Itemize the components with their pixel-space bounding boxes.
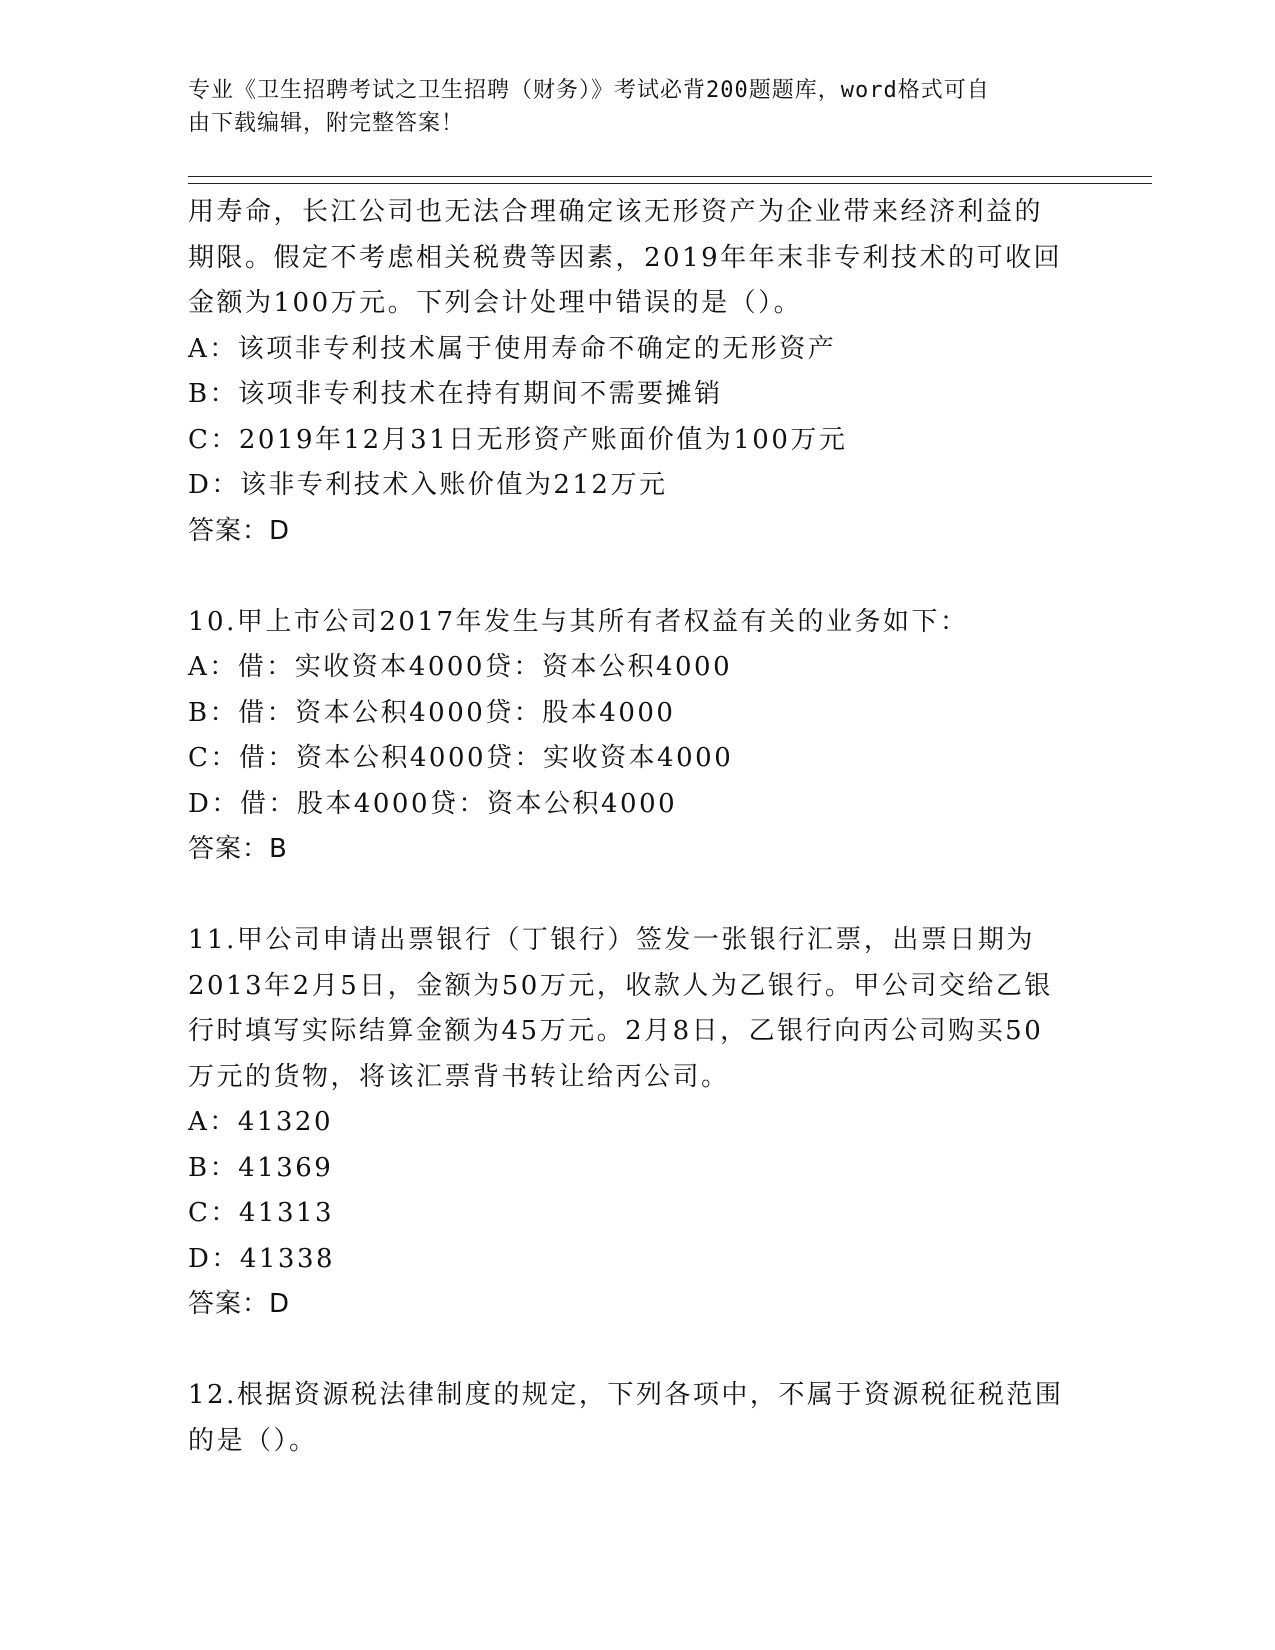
question-fragment [188, 190, 1088, 554]
question-11 [188, 918, 1088, 1328]
option-c: C：借：资本公积4000贷：实收资本4000 [188, 743, 734, 773]
header-line-1: 专业《卫生招聘考试之卫生招聘（财务）》考试必背200题题库，word格式可自 [188, 78, 990, 103]
option-b: B：该项非专利技术在持有期间不需要摊销 [188, 379, 723, 409]
option-d: D：借：股本4000贷：资本公积4000 [188, 788, 678, 819]
option-b: B：41369 [188, 1152, 334, 1183]
answer-line: 答案：B [188, 834, 288, 864]
option-d: D：该非专利技术入账价值为212万元 [188, 470, 668, 500]
option-b: B：借：资本公积4000贷：股本4000 [188, 697, 676, 728]
header-divider-top [188, 176, 1152, 177]
question-text-line: 2013年2月5日，金额为50万元，收款人为乙银行。甲公司交给乙银 [188, 970, 1053, 1001]
option-a: A：该项非专利技术属于使用寿命不确定的无形资产 [188, 333, 837, 364]
header-divider-bottom [188, 183, 1152, 184]
question-text-line: 11.甲公司申请出票银行（丁银行）签发一张银行汇票，出票日期为 [188, 925, 1035, 955]
question-text-line: 万元的货物，将该汇票背书转让给丙公司。 [188, 1061, 730, 1092]
header-line-2: 由下载编辑，附完整答案！ [188, 111, 465, 136]
question-list [188, 190, 1088, 1464]
answer-line: 答案：D [188, 515, 291, 546]
question-12 [188, 1373, 1088, 1464]
question-text-line: 的是（）。 [188, 1425, 318, 1456]
option-c: C：41313 [188, 1198, 335, 1228]
question-10 [188, 600, 1088, 873]
question-text-line: 行时填写实际结算金额为45万元。2月8日，乙银行向丙公司购买50 [188, 1016, 1044, 1046]
question-text-line: 10.甲上市公司2017年发生与其所有者权益有关的业务如下： [188, 606, 969, 637]
option-a: A：借：实收资本4000贷：资本公积4000 [188, 652, 733, 682]
document-header [188, 74, 1068, 140]
answer-line: 答案：D [188, 1289, 291, 1319]
question-text-line: 用寿命，长江公司也无法合理确定该无形资产为企业带来经济利益的 [188, 197, 1044, 227]
question-text-line: 金额为100万元。下列会计处理中错误的是（）。 [188, 288, 803, 318]
question-text-line: 12.根据资源税法律制度的规定，下列各项中，不属于资源税征税范围 [188, 1380, 1064, 1410]
option-d: D：41338 [188, 1243, 336, 1274]
option-c: C：2019年12月31日无形资产账面价值为100万元 [188, 424, 848, 455]
option-a: A：41320 [188, 1107, 333, 1137]
question-text-line: 期限。假定不考虑相关税费等因素，2019年年末非专利技术的可收回 [188, 242, 1063, 273]
